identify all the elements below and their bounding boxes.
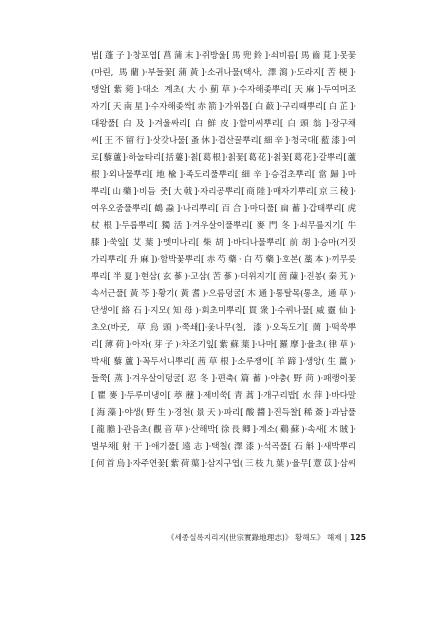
text-line: [龍膽]·관음초(觀音草)·산해박[徐長卿]·계소(鷄蘇)·속새[木賊]· bbox=[91, 425, 356, 435]
text-line: 들쭉[蒸]·겨우살이덩굴[忍冬]·편축(篇蓄)·야충(野苘)·패랭이꽃 bbox=[91, 374, 356, 384]
text-line: 대왕풀[白及]·겨울싸리[白鮮皮]·할미씨뿌리[白頭翁]·장구채 bbox=[91, 119, 356, 129]
text-line: [瞿麥]·두루미냉이[葶藶]·제비쑥[青蒿]·개구리밥[水萍]·바다말 bbox=[91, 391, 356, 401]
text-line: 범[蓬子]·창포엽[菖蒲末]·쥐방울[馬兜鈴]·쇠비름[馬齒莧]·못꽃 bbox=[91, 51, 356, 61]
text-line: 씨[王不留行]·삿갓나물[蚤休]·겹산꿀뿌리[細辛]·청국대[藍漆]·여 bbox=[91, 136, 356, 146]
footer-separator: | bbox=[344, 533, 348, 542]
page-number: 125 bbox=[350, 533, 366, 542]
text-line: 膝]·쑥잎[艾葉]·멧미나리[柴胡]·바디나물뿌리[前胡]·승마(거짓 bbox=[91, 238, 356, 248]
text-line: 탱알[紫菀]·대소 계초(大小薊草)·수자해좆뿌리[天麻]·두여머조 bbox=[91, 85, 356, 95]
text-line: 자기[天南星]·수자해좆싹[赤箭]·가위톱[白蘞]·구리때뿌리[白芷]· bbox=[91, 102, 356, 112]
text-line: 로[藜蘆]·하눌타리[括蔞]·칡[葛根]·칡꽃[葛花]·칡꽃[葛花]·갈뿌리[蘆 bbox=[91, 153, 356, 163]
text-line: 뿌리[山藥]·비듬 줏[大戟]·자리공뿌리[商陸]·매자기뿌리[京三稜]· bbox=[91, 187, 356, 197]
text-line: 초오(바곳, 草烏頭)·쭉쇄[]·옻나무(칠, 漆)·오독도기[蕳]·떡쑥뿌 bbox=[91, 323, 356, 333]
footer-title: 《세종실록지리지(世宗實錄地理志)》 황해도》 해제 bbox=[166, 533, 342, 542]
text-line: 박새[藜蘆]·꼭두서니뿌리[茜草根]·소루쟁이[羊蹄]·생앙(生薑)· bbox=[91, 357, 356, 367]
text-line: 단생이[絡石]·지모(知母)·회초미뿌리[貫衆]·수뤼나물[威靈仙]· bbox=[91, 306, 356, 316]
text-line: 리[薄荷]·아자(芽子)·차조기잎[紫蘇葉]·나마[羅摩]·율초(律草)· bbox=[91, 340, 356, 350]
text-line: [海藻]·야생(野生)·경천(景天)·파리[酸醬]·진득찰[稀薟]·과남풀 bbox=[91, 408, 356, 418]
text-line: 여우오줌풀뿌리[鶴蝨]·나리뿌리[百合]·마디풀[扁蓄]·갑태뿌리[虎 bbox=[91, 204, 356, 214]
text-line: 가리뿌리[升麻])·함박꽃뿌리[赤芍藥·白芍藥]·호본(藁本)·끼무릇 bbox=[91, 255, 356, 265]
text-line: 杖根]·두릅뿌리[獨活]·겨우살이풀뿌리[麥門冬]·쇠무릎지기[牛 bbox=[91, 221, 356, 231]
text-line: 根]·외나물뿌리[地楡]·족도리풀뿌리[細辛]·승검초뿌리[當歸]·마 bbox=[91, 170, 356, 180]
text-line: (마린, 馬藺)·부들꽃[蒲黃]·소귀나물(택사, 澤瀉)·도라지[苦梗]· bbox=[91, 68, 356, 78]
text-line: 벌부채[射干]·애기풀[遠志]·택칠(澤漆)·석곡풀[石斛]·새박뿌리 bbox=[91, 442, 356, 452]
page-footer bbox=[150, 532, 366, 543]
text-line: [何首烏]·자주연꽃[紫荷蕖]·삼지구엽(三枝九葉)·율무[薏苡]·삼씨 bbox=[91, 459, 356, 469]
text-line: 속서근풀[黃芩]·황기(黃耆)·으름덩굴[木通]·통탈목(통초, 通草)· bbox=[91, 289, 356, 299]
body-text bbox=[91, 48, 356, 473]
text-line: 뿌리[半夏]·현삼(玄蔘)·고삼(苦蔘)·더위지기[茵蔯]·진봉(秦艽)· bbox=[91, 272, 356, 282]
